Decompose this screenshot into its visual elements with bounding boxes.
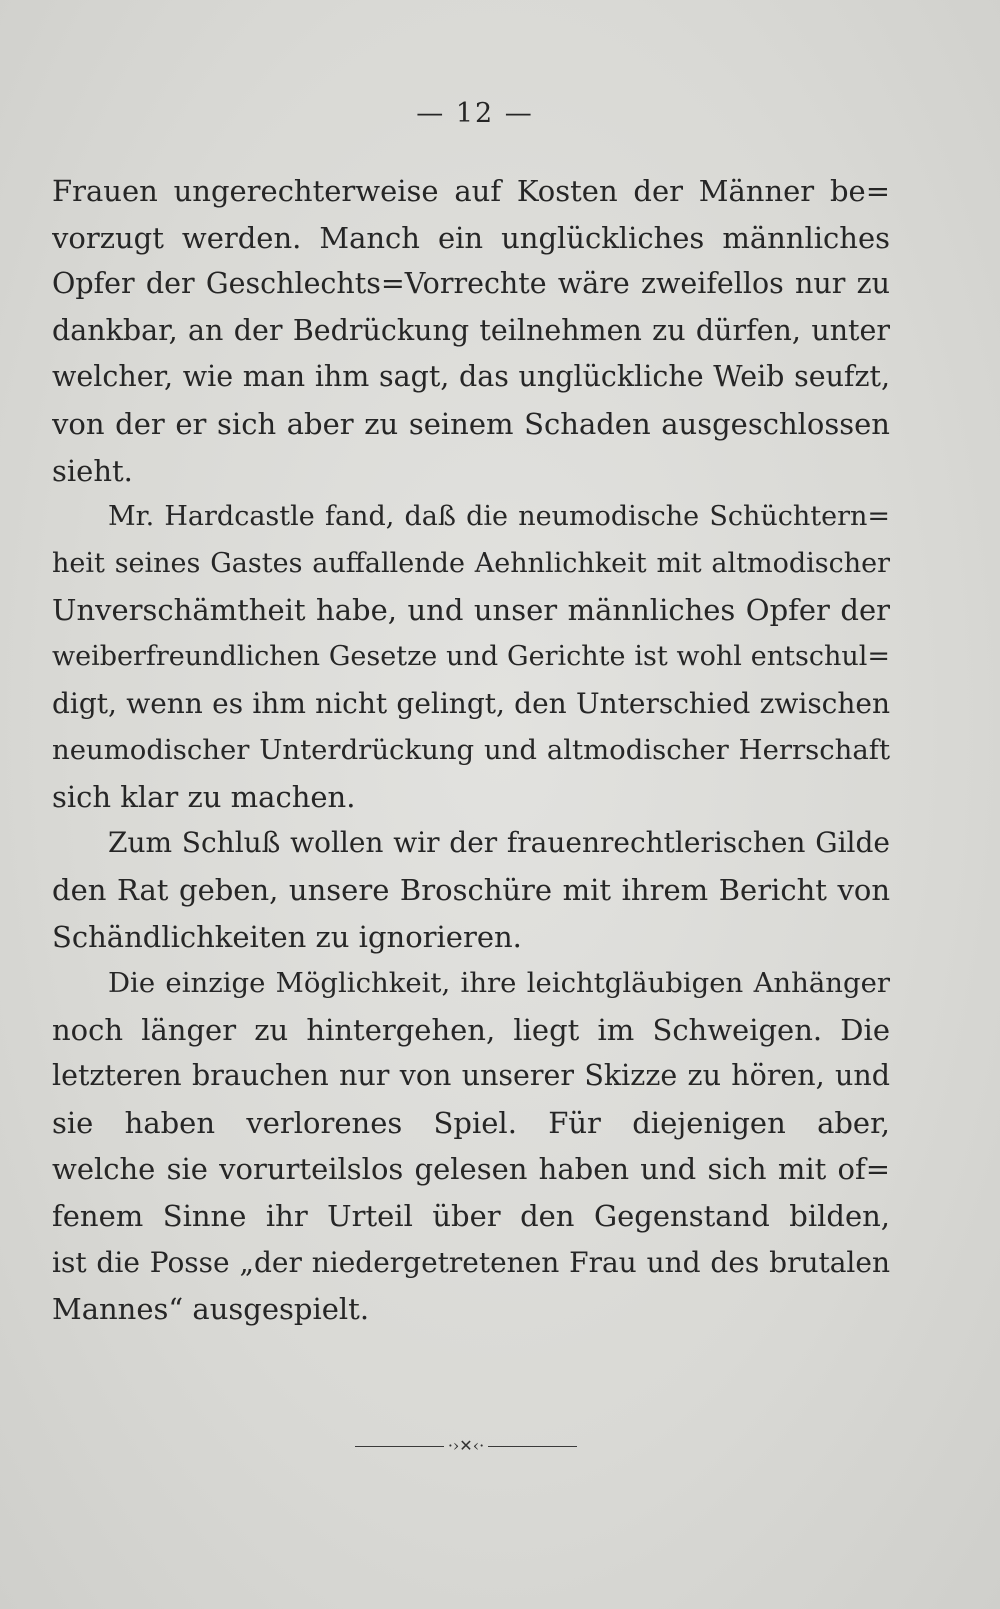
text-line: Opfer der Geschlechts=Vorrechte wäre zweifellos nur zu	[52, 267, 890, 301]
text-line: Mr. Hardcastle fand, daß die neumodische Schüchtern=	[108, 501, 890, 533]
body-text	[52, 168, 890, 1333]
text-line: Unverschämtheit habe, und unser männliches Opfer der	[52, 593, 890, 628]
text-line: von der er sich aber zu seinem Schaden ausgeschlossen	[52, 406, 890, 441]
text-line: Zum Schluß wollen wir der frauenrechtlerischen Gilde	[108, 826, 890, 860]
text-line: welcher, wie man ihm sagt, das unglückliche Weib seufzt,	[52, 360, 890, 394]
text-line: ist die Posse „der niedergetretenen Frau und des brutalen	[52, 1245, 890, 1279]
text-line: den Rat geben, unsere Broschüre mit ihrem Bericht von	[52, 872, 890, 907]
text-line: vorzugt werden. Manch ein unglückliches männliches	[52, 220, 890, 255]
text-line: noch länger zu hintergehen, liegt im Schweigen. Die	[52, 1012, 890, 1047]
text-line: letzteren brauchen nur von unserer Skizze zu hören, und	[52, 1059, 890, 1093]
divider-rule-right	[488, 1446, 577, 1447]
text-line: dankbar, an der Bedrückung teilnehmen zu dürfen, unter	[52, 313, 890, 347]
divider-rule-left	[355, 1446, 444, 1447]
text-line: Die einzige Möglichkeit, ihre leichtgläubigen Anhänger	[108, 967, 890, 1000]
section-divider	[355, 1436, 577, 1456]
divider-ornament: ·›✕‹·	[447, 1436, 485, 1455]
text-line: digt, wenn es ihm nicht gelingt, den Unterschied zwischen	[52, 686, 890, 720]
paragraph	[52, 960, 890, 1333]
text-line: heit seines Gastes auffallende Aehnlichkeit mit altmodischer	[52, 547, 890, 579]
text-line: sich klar zu machen.	[52, 779, 356, 814]
text-line: Mannes“ ausgespielt.	[52, 1292, 370, 1327]
text-line: neumodischer Unterdrückung und altmodischer Herrschaft	[52, 734, 890, 767]
text-line: weiberfreundlichen Gesetze und Gerichte ist wohl entschul=	[52, 640, 890, 672]
page-number: — 12 —	[416, 98, 534, 129]
paragraph	[52, 494, 890, 820]
text-line: sie haben verlorenes Spiel. Für diejenigen aber,	[52, 1105, 890, 1140]
text-line: Frauen ungerechterweise auf Kosten der Männer be=	[52, 174, 890, 208]
text-line: welche sie vorurteilslos gelesen haben und sich mit of=	[52, 1152, 890, 1187]
text-line: fenem Sinne ihr Urteil über den Gegenstand bilden,	[52, 1199, 890, 1234]
text-line: sieht.	[52, 453, 133, 488]
paragraph	[52, 168, 890, 494]
text-line: Schändlichkeiten zu ignorieren.	[52, 919, 522, 954]
paragraph	[52, 820, 890, 960]
